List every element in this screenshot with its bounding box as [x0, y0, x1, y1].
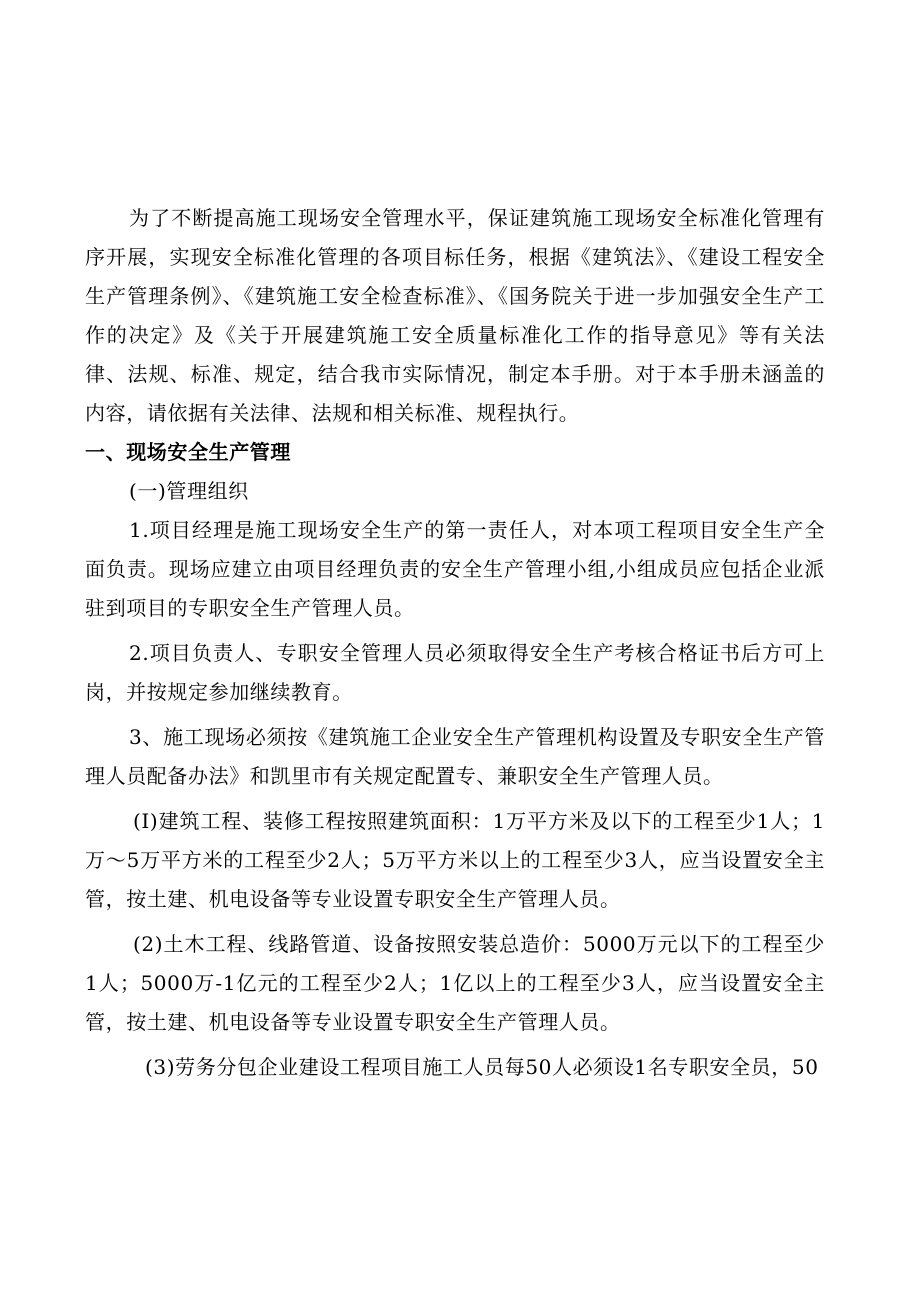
- document-page: [85, 199, 825, 1087]
- subsection-heading: (一)管理组织: [129, 479, 249, 503]
- intro-paragraph: 为了不断提高施工现场安全管理水平，保证建筑施工现场安全标准化管理有序开展，实现安全标准化管理的各项目标任务，根据《建筑法》、《建设工程安全生产管理条例》、《建筑施工安全检查标准》、《国务院关于进一步加强安全生产工作的决定》及《关于开展建筑施工安全质量标准化工作的指导意见》等有关法律、法规、标准、规定，结合我市实际情况，制定本手册。对于本手册未涵盖的内容，请依据有关法律、法规和相关标准、规程执行。: [85, 206, 825, 425]
- list-item-3: 3、施工现场必须按《建筑施工企业安全生产管理机构设置及专职安全生产管理人员配备办法》和凯里市有关规定配置专、兼职安全生产管理人员。: [85, 725, 825, 788]
- sub-item-2: (2)土木工程、线路管道、设备按照安装总造价：5000万元以下的工程至少1人；5000万-1亿元的工程至少2人；1亿以上的工程至少3人，应当设置安全主管，按土建、机电设备等专业设置专职安全生产管理人员。: [85, 932, 825, 1034]
- list-item-2: 2.项目负责人、专职安全管理人员必须取得安全生产考核合格证书后方可上岗，并按规定参加继续教育。: [85, 641, 825, 704]
- section-heading: 一、现场安全生产管理: [85, 440, 291, 464]
- sub-item-1: (I)建筑工程、装修工程按照建筑面积：1万平方米及以下的工程至少1人；1万～5万平方米的工程至少2人；5万平方米以上的工程至少3人，应当设置安全主管，按土建、机电设备等专业设置专职安全生产管理人员。: [85, 809, 825, 911]
- sub-item-3: (3)劳务分包企业建设工程项目施工人员每50人必须设1名专职安全员，50: [145, 1055, 819, 1079]
- list-item-1: 1.项目经理是施工现场安全生产的第一责任人，对本项工程项目安全生产全面负责。现场应建立由项目经理负责的安全生产管理小组,小组成员应包括企业派驻到项目的专职安全生产管理人员。: [85, 518, 825, 620]
